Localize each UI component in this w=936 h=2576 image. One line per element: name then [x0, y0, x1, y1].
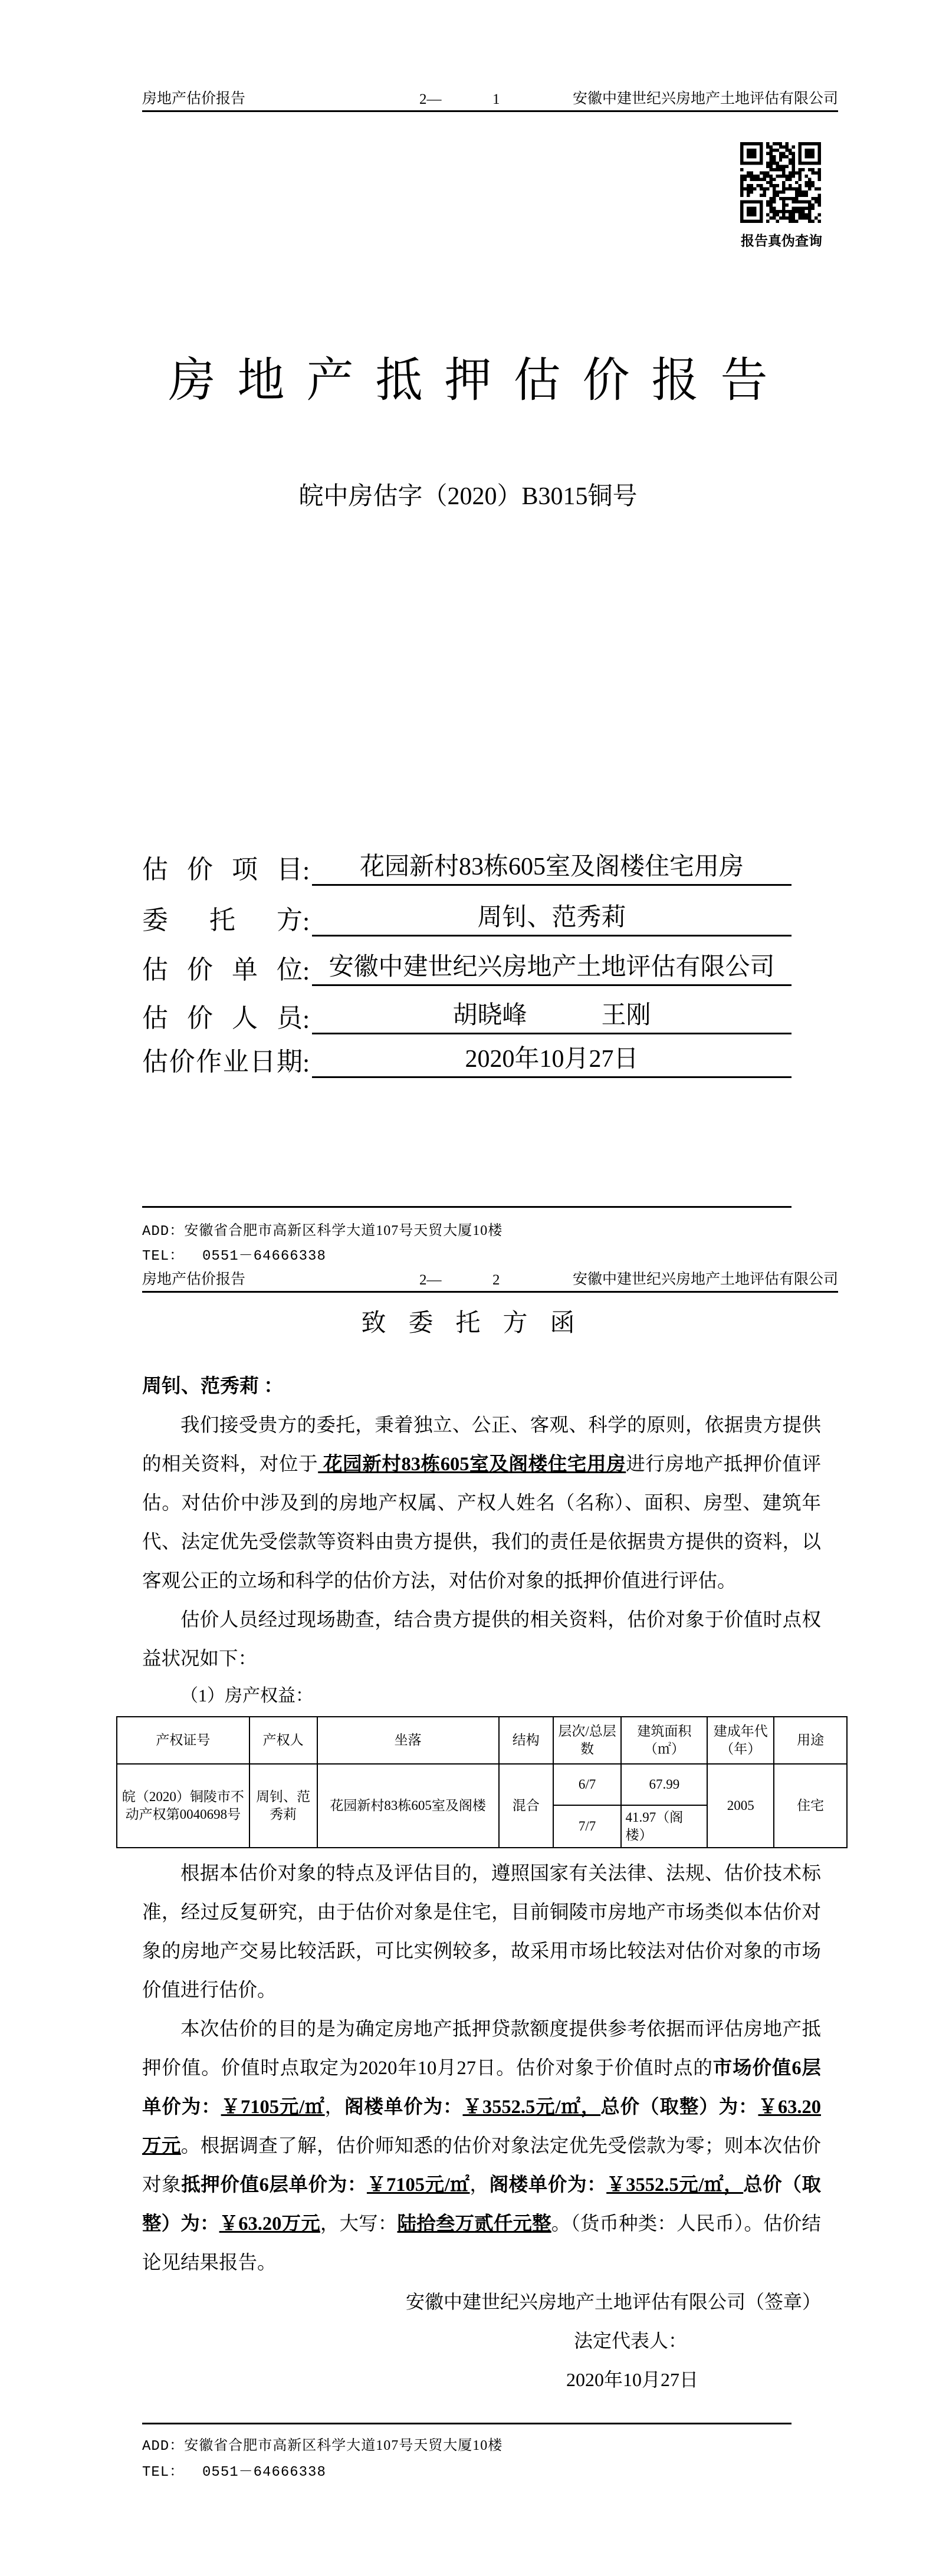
cell-owner: 周钊、范秀莉: [249, 1764, 317, 1848]
valuation-text: 。（货币种类：人民币）。估价结论见结果报告。: [142, 2213, 821, 2273]
cell-year: 2005: [707, 1764, 774, 1848]
section-heading-property-rights: （1）房产权益：: [180, 1686, 313, 1706]
report-title: 房地产抵押估价报告: [168, 355, 790, 407]
info-label: 估价单位: [142, 955, 303, 984]
tel-number: 0551－64666338: [202, 1248, 326, 1264]
qr-code-icon[interactable]: [740, 142, 821, 223]
valuation-text: 阁楼单价为：: [344, 2097, 463, 2118]
colon: :: [303, 856, 310, 885]
valuation-text: 市场价值6层单价为：: [142, 2058, 821, 2118]
valuation-text: 抵押价值6层单价为：: [181, 2174, 367, 2196]
info-value: 花园新村83栋605室及阁楼住宅用房: [312, 850, 792, 886]
cell-area: 67.99: [621, 1764, 707, 1805]
text: 进行房地产抵押价值评估。对估价中涉及到的房地产权属、产权人姓名（名称）、面积、房型、建筑年代、法定优先受偿款等资料由贵方提供，我们的责任是依据贵方提供的资料，以客观公正的立场和科学的估价方法，对估价对象的抵押价值进行评估。: [142, 1454, 821, 1592]
valuation-figure: ￥63.20万元: [219, 2213, 320, 2235]
col-header: 产权证号: [117, 1717, 249, 1764]
valuation-text: 总价（取整）为：: [600, 2097, 758, 2118]
text: 我们接受贵方的委托，秉着独立、公正、客观、科学的原则，依据贵方提供的相关资料，对位于: [142, 1415, 821, 1475]
col-header: 坐落: [317, 1717, 499, 1764]
paragraph-valuation: [142, 2010, 821, 2282]
col-header: 产权人: [249, 1717, 317, 1764]
paragraph-method: 根据本估价对象的特点及评估目的，遵照国家有关法律、法规、估价技术标准，经过反复研究，由于估价对象是住宅，目前铜陵市房地产市场类似本估价对象的房地产交易比较活跃，可比实例较多，故采用市场比较法对估价对象的市场价值进行估价。: [142, 1863, 821, 2001]
info-row-unit: [142, 951, 792, 986]
colon: :: [303, 907, 310, 936]
valuation-text: 阁楼单价为：: [489, 2174, 607, 2196]
col-header: 建筑面积（㎡）: [621, 1717, 707, 1764]
letter-body: [121, 1367, 825, 2486]
col-header: 结构: [499, 1717, 553, 1764]
header-report-type: 房地产估价报告: [142, 1271, 246, 1287]
table-row: [117, 1764, 847, 1805]
info-label: 估价人员: [142, 1004, 303, 1033]
info-value: 胡晓峰 王刚: [312, 999, 792, 1034]
cell-floor: 7/7: [553, 1805, 622, 1848]
valuation-text: 本次估价的目的是为确定房地产抵押贷款额度提供参考依据而评估房地产抵押价值。价值时点取定为2020年10月27日。估价对象于价值时点的: [142, 2019, 821, 2079]
col-header: 用途: [774, 1717, 847, 1764]
valuation-figure: ￥63.20万元: [142, 2097, 821, 2157]
info-label: 委托方: [142, 906, 303, 935]
letter-title: 致委托方函: [361, 1310, 597, 1337]
valuation-figure: ￥3552.5元/㎡，: [462, 2097, 601, 2118]
header-report-type: 房地产估价报告: [142, 91, 246, 107]
paragraph-inspection: 估价人员经过现场勘查，结合贵方提供的相关资料，估价对象于价值时点权益状况如下：: [142, 1609, 821, 1670]
add-label: ADD：: [142, 1224, 185, 1240]
paragraph-engagement: [142, 1406, 821, 1601]
valuation-figure: ￥7105元/㎡: [366, 2174, 470, 2196]
valuation-text: ，: [324, 2097, 345, 2118]
add-label: ADD：: [142, 2439, 185, 2455]
cell-floor: 6/7: [553, 1764, 622, 1805]
valuation-text: 。根据调查了解，估价师知悉的估价对象法定优先受偿款为零；则本次估价对象: [142, 2135, 821, 2196]
footer-divider: [142, 2423, 792, 2486]
header-company: 安徽中建世纪兴房地产土地评估有限公司: [572, 91, 838, 107]
page-header: [142, 1269, 838, 1293]
signature-date: 2020年10月27日: [566, 2369, 699, 2390]
valuation-text: ，大写：: [320, 2213, 398, 2235]
cell-area: 41.97（阁楼）: [621, 1805, 707, 1848]
footer-tel: [142, 2460, 792, 2486]
info-row-project: [142, 850, 792, 886]
table-header-row: [117, 1717, 847, 1764]
info-value: 周钊、范秀莉: [312, 901, 792, 937]
cell-cert-no: 皖（2020）铜陵市不动产权第0040698号: [117, 1764, 249, 1848]
property-name: 花园新村83栋605室及阁楼住宅用房: [318, 1454, 626, 1475]
valuation-figure: 陆拾叁万贰仟元整: [397, 2213, 551, 2235]
col-header: 建成年代（年）: [707, 1717, 774, 1764]
col-header: 层次/总层数: [553, 1717, 622, 1764]
cell-location: 花园新村83栋605室及阁楼: [317, 1764, 499, 1848]
valuation-figure: ￥7105元/㎡: [221, 2097, 325, 2118]
property-rights-table: [116, 1716, 848, 1848]
address-text: 安徽省合肥市高新区科学大道107号天贸大厦10楼: [184, 1223, 503, 1238]
info-row-client: [142, 901, 792, 937]
letter-addressee: 周钊、范秀莉 ：: [142, 1376, 284, 1397]
footer-divider: [142, 1206, 792, 1208]
tel-label: TEL：: [142, 2465, 185, 2480]
page-header: [142, 88, 838, 112]
header-page-number: 2: [492, 1272, 500, 1288]
footer-address: [142, 2433, 792, 2460]
header-page-prefix: 2—: [419, 91, 442, 107]
footer-tel: [142, 1243, 326, 1264]
valuation-text: ，: [469, 2174, 490, 2196]
colon: :: [303, 957, 310, 985]
colon: :: [303, 1049, 310, 1077]
tel-number: 0551－64666338: [202, 2465, 326, 2480]
header-page-number: 1: [492, 91, 500, 107]
footer-address: [142, 1218, 503, 1240]
header-page-prefix: 2—: [419, 1272, 442, 1288]
qr-verify-label: 报告真伪查询: [741, 234, 822, 248]
report-number: 皖中房估字（2020）B3015铜号: [298, 483, 638, 510]
address-text: 安徽省合肥市高新区科学大道107号天贸大厦10楼: [184, 2438, 503, 2453]
info-row-appraisers: [142, 999, 792, 1034]
cell-structure: 混合: [499, 1764, 553, 1848]
tel-label: TEL：: [142, 1248, 185, 1264]
signature-legal-rep: 法定代表人：: [574, 2330, 688, 2351]
signature-company: 安徽中建世纪兴房地产土地评估有限公司（签章）: [405, 2291, 821, 2312]
info-label: 估价项目: [142, 855, 303, 884]
valuation-text: 总价（取整）为：: [142, 2174, 821, 2235]
colon: :: [303, 1005, 310, 1034]
cell-use: 住宅: [774, 1764, 847, 1848]
valuation-figure: ￥3552.5元/㎡，: [606, 2174, 744, 2196]
info-value: 安徽中建世纪兴房地产土地评估有限公司: [312, 951, 792, 986]
info-label: 估价作业日期: [142, 1047, 303, 1076]
info-row-date: [142, 1043, 792, 1078]
header-company: 安徽中建世纪兴房地产土地评估有限公司: [572, 1271, 838, 1287]
info-value: 2020年10月27日: [312, 1043, 792, 1078]
